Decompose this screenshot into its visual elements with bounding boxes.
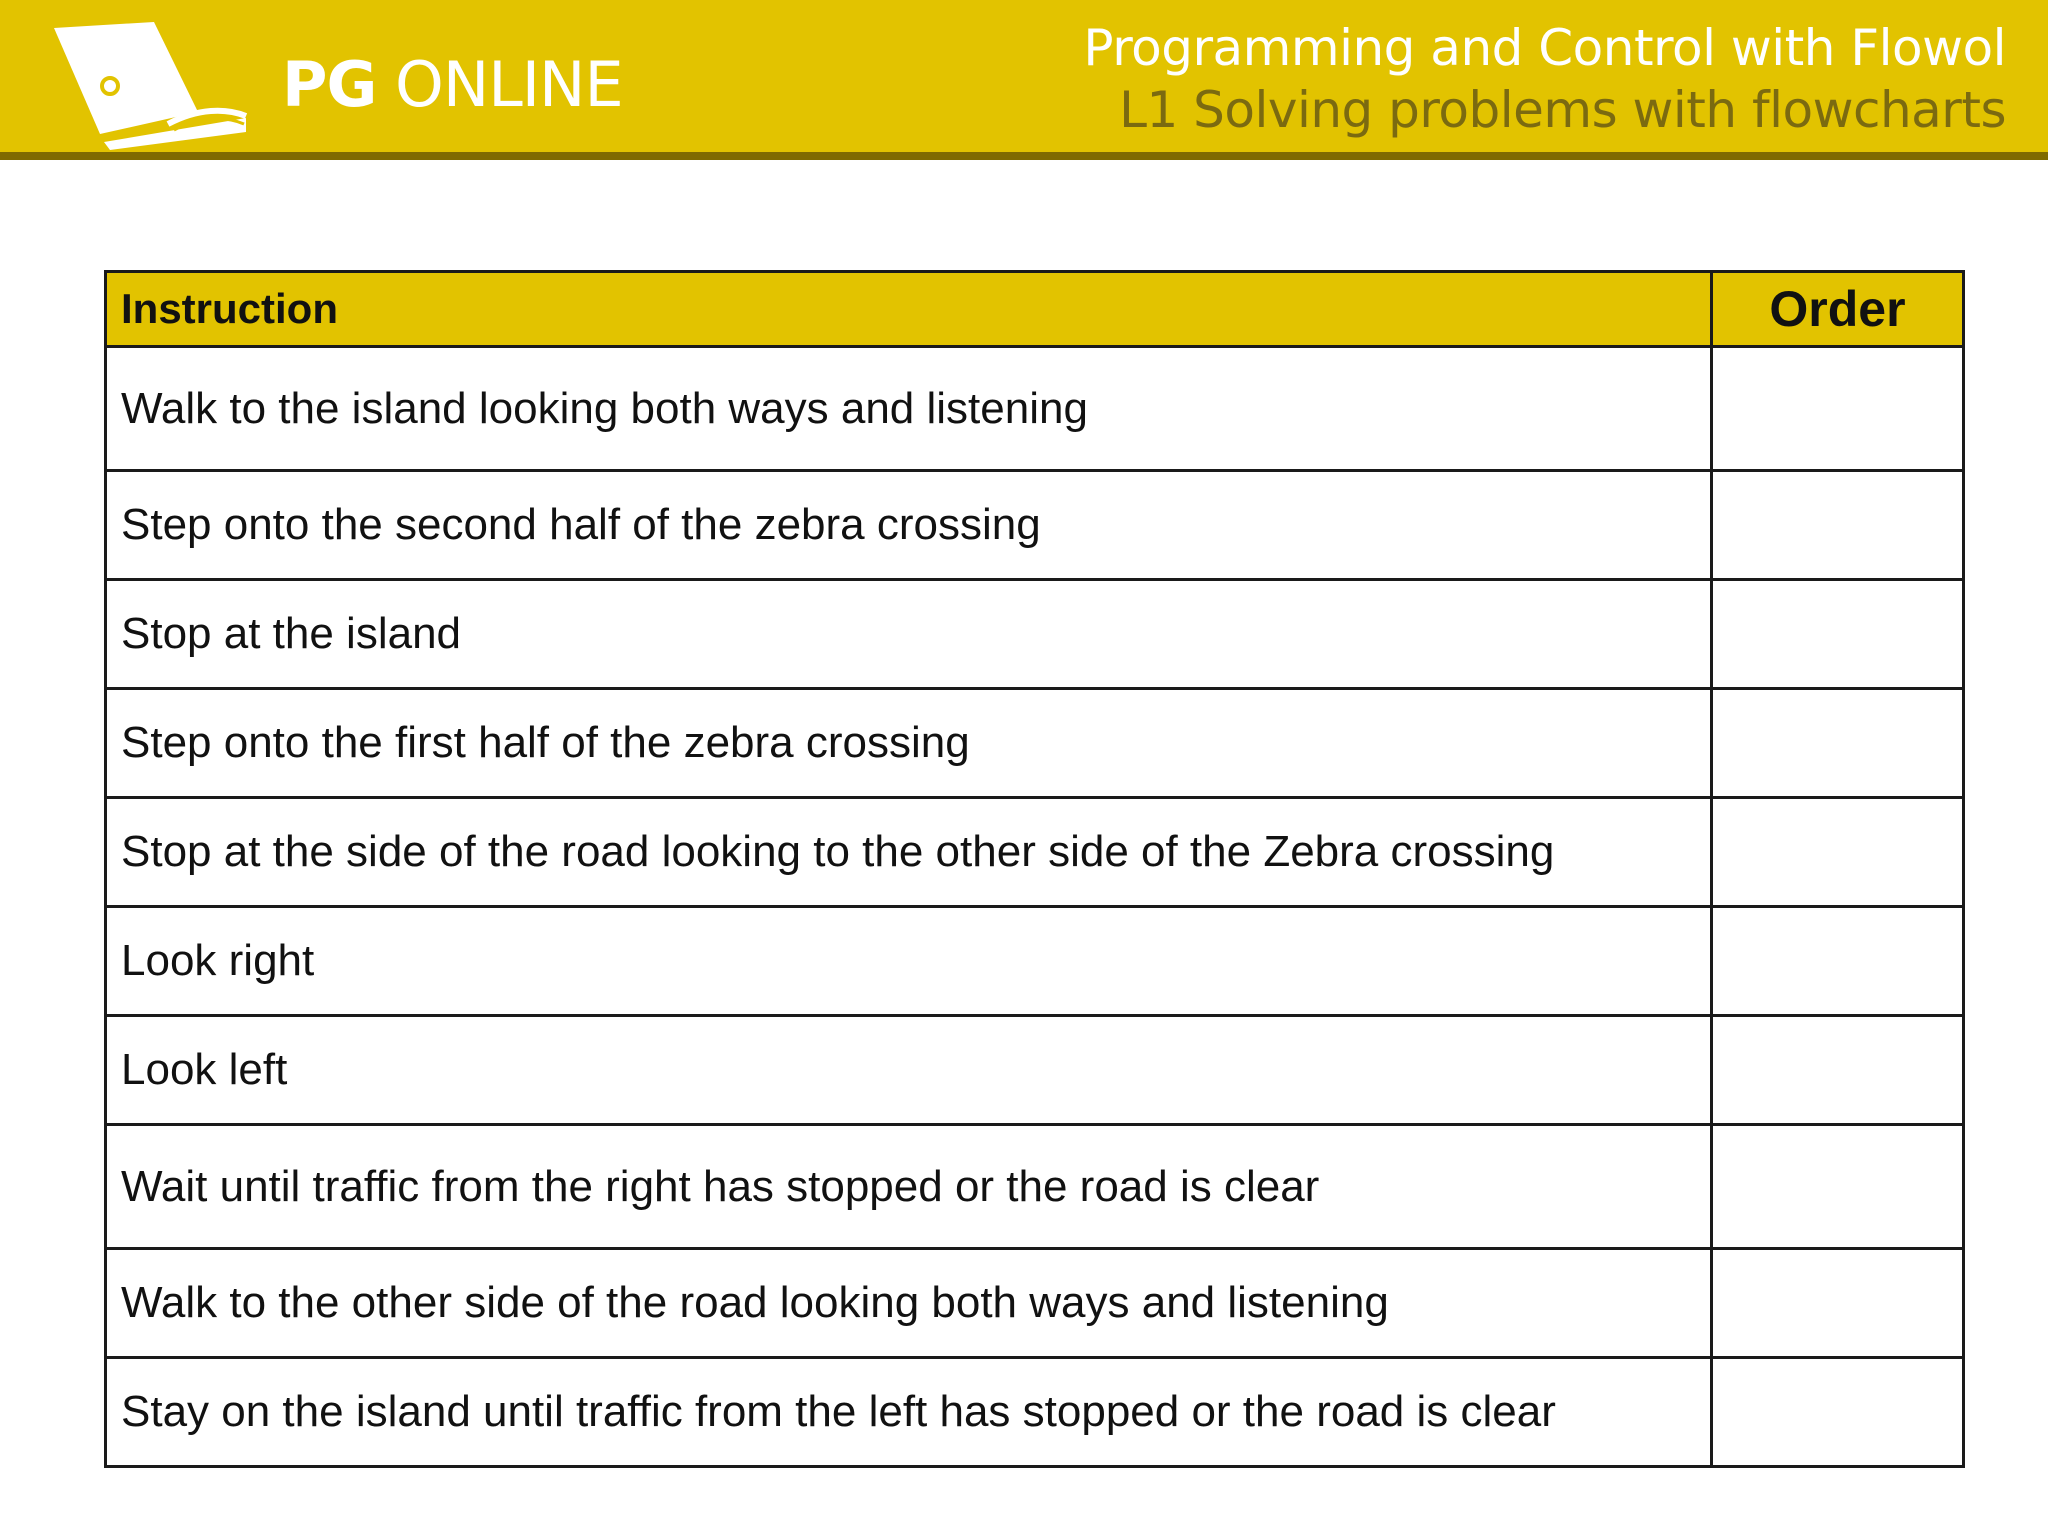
- brand-online: ONLINE: [376, 48, 623, 121]
- order-cell[interactable]: [1712, 907, 1964, 1016]
- brand-pg: PG: [282, 48, 377, 121]
- table-row: [106, 1016, 1964, 1125]
- table-row: [106, 347, 1964, 471]
- order-cell[interactable]: [1712, 689, 1964, 798]
- table-row: [106, 471, 1964, 580]
- instruction-cell: Walk to the other side of the road looking both ways and listening: [106, 1249, 1712, 1358]
- order-cell[interactable]: [1712, 1249, 1964, 1358]
- instruction-cell: Wait until traffic from the right has stopped or the road is clear: [106, 1125, 1712, 1249]
- instruction-cell: Look left: [106, 1016, 1712, 1125]
- table-row: [106, 689, 1964, 798]
- table-row: [106, 580, 1964, 689]
- instruction-cell: Look right: [106, 907, 1712, 1016]
- laptop-book-icon: [48, 20, 258, 150]
- instruction-cell: Stop at the island: [106, 580, 1712, 689]
- order-cell[interactable]: [1712, 1125, 1964, 1249]
- order-cell[interactable]: [1712, 347, 1964, 471]
- table-row: [106, 1249, 1964, 1358]
- instruction-cell: Stay on the island until traffic from the left has stopped or the road is clear: [106, 1358, 1712, 1467]
- order-cell[interactable]: [1712, 1016, 1964, 1125]
- order-cell[interactable]: [1712, 580, 1964, 689]
- course-title: Programming and Control with Flowol: [1083, 19, 2006, 77]
- lesson-title: L1 Solving problems with flowcharts: [1119, 81, 2006, 139]
- table-row: [106, 1125, 1964, 1249]
- table-row: [106, 1358, 1964, 1467]
- instruction-cell: Walk to the island looking both ways and listening: [106, 347, 1712, 471]
- table-row: [106, 798, 1964, 907]
- instruction-cell: Stop at the side of the road looking to the other side of the Zebra crossing: [106, 798, 1712, 907]
- header-bar: [0, 0, 2048, 160]
- table-header-row: [106, 272, 1964, 347]
- order-cell[interactable]: [1712, 1358, 1964, 1467]
- instruction-cell: Step onto the second half of the zebra crossing: [106, 471, 1712, 580]
- instruction-column-header: Instruction: [106, 272, 1712, 347]
- table-row: [106, 907, 1964, 1016]
- instruction-cell: Step onto the first half of the zebra crossing: [106, 689, 1712, 798]
- instruction-order-table: [104, 270, 1965, 1468]
- order-cell[interactable]: [1712, 798, 1964, 907]
- order-cell[interactable]: [1712, 471, 1964, 580]
- brand-wordmark: [282, 50, 623, 120]
- order-column-header: Order: [1712, 272, 1964, 347]
